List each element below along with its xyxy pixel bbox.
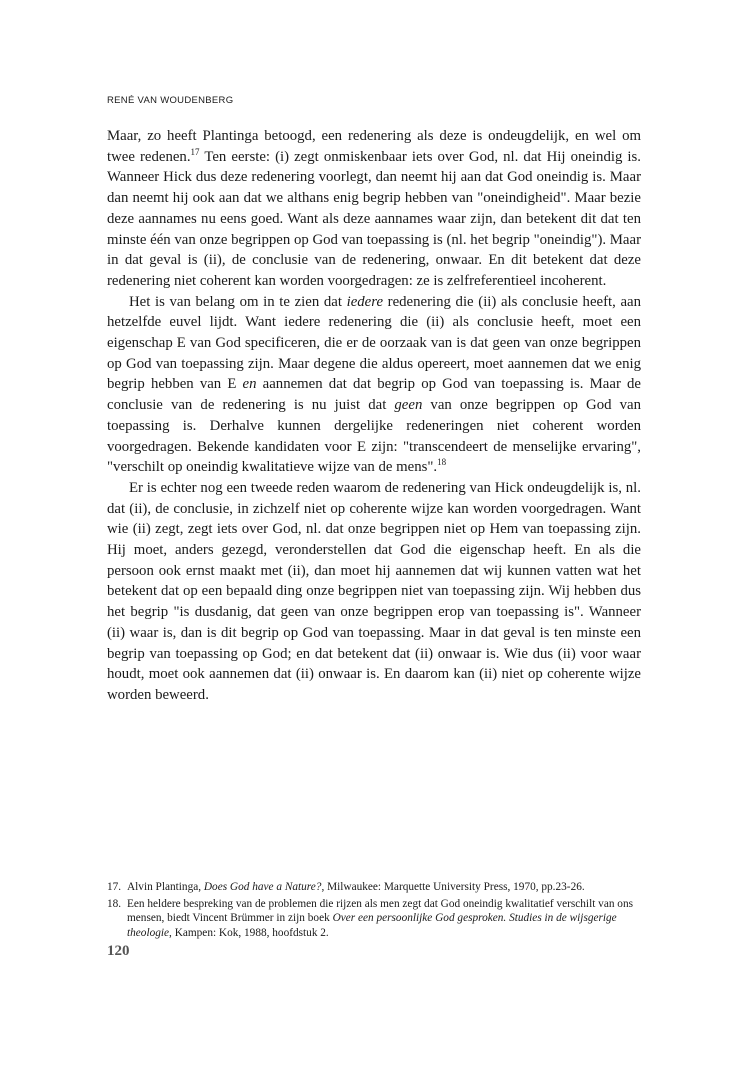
footnote-ref-17[interactable]: 17: [190, 146, 200, 157]
body-text: [107, 126, 641, 706]
page-number: 120: [107, 943, 130, 959]
footnote-18: [107, 897, 647, 941]
footnote-17: [107, 880, 647, 895]
paragraph-1: Maar, zo heeft Plantinga betoogd, een redenering als deze is ondeugdelijk, en wel om twee redenen.$^{17}$ Ten eerste: (i) zegt onmiskenbaar iets over God, nl. dat Hij oneindig is. Wanneer Hick dus deze redenering voorlegt, dan neemt hij aan dat God oneindig is. Maar dan neemt hij ook aan dat we althans enig begrip hebben van "oneindigheid". Maar bezie deze aannames nu eens goed. Want als deze aannames waar zijn, dan betekent dit dat ten minste één van onze begrippen op God van toepassing is (nl. het begrip "oneindig"). Maar in dat geval is (ii), de conclusie van de redenering, onwaar. En dit betekent dat deze redenering niet coherent kan worden voorgedragen: ze is zelfreferentieel incoherent.: [107, 128, 641, 289]
running-head: RENÉ VAN WOUDENBERG: [107, 95, 234, 106]
footnote-number: 17.: [107, 881, 122, 893]
footnote-ref-18[interactable]: 18: [437, 457, 447, 468]
footnote-text: Alvin Plantinga, Does God have a Nature?, Milwaukee: Marquette University Press, 1970, pp.23-26.: [127, 881, 585, 893]
paragraph-3: Er is echter nog een tweede reden waarom de redenering van Hick ondeugdelijk is, nl. dat (ii), de conclusie, in zichzelf niet op coherente wijze kan worden voorgedragen. Want wie (ii) zegt, zegt iets over God, nl. dat onze begrippen niet op Hem van toepassing zijn. Hij moet, anders gezegd, veronderstellen dat God die eigenschap heeft. En als die persoon ook ernst maakt met (ii), dan moet hij aannemen dat wij kunnen vatten wat het betekent dat op een bepaald ding onze begrippen niet van toepassing zijn. Wij hebben dus het begrip "is dusdanig, dat geen van onze begrippen erop van toepassing is". Wanneer (ii) waar is, dan is dit begrip op God van toepassing. Maar in dat geval is ten minste een begrip van toepassing op God; en dat betekent dat (ii) onwaar is. Wie dus (ii) voor waar houdt, moet ook aannemen dat (ii) onwaar is. En daarom kan (ii) niet op coherente wijze worden beweerd.: [107, 479, 641, 703]
footnotes: [107, 880, 647, 942]
paragraph-2: Het is van belang om in te zien dat iedere redenering die (ii) als conclusie heeft, aan hetzelfde euvel lijdt. Want iedere redenering die (ii) als conclusie heeft, moet een eigenschap E van God specificeren, die er de oorzaak van is dat geen van onze begrippen op God van toepassing zijn. Maar degene die aldus opereert, moet aannemen dat we enig begrip hebben van E en aannemen dat dat begrip op God van toepassing is. Maar de conclusie van de redenering is nu juist dat geen van onze begrippen op God van toepassing is. Derhalve kunnen dergelijke redeneringen niet coherent worden voorgedragen. Bekende kandidaten voor E zijn: "transcendeert de menselijke ervaring", "verschilt op oneindig kwalitatieve wijze van de mens".$^{18}$: [107, 293, 642, 476]
footnote-number: 18.: [107, 897, 122, 910]
footnote-text: Een heldere bespreking van de problemen die rijzen als men zegt dat God oneindig kwalitatief verschilt van ons mensen, biedt Vincent Brümmer in zijn boek Over een persoonlijke God gesproken. Studies in de wijsgerige theologie, Kampen: Kok, 1988, hoofdstuk 2.: [127, 897, 633, 939]
